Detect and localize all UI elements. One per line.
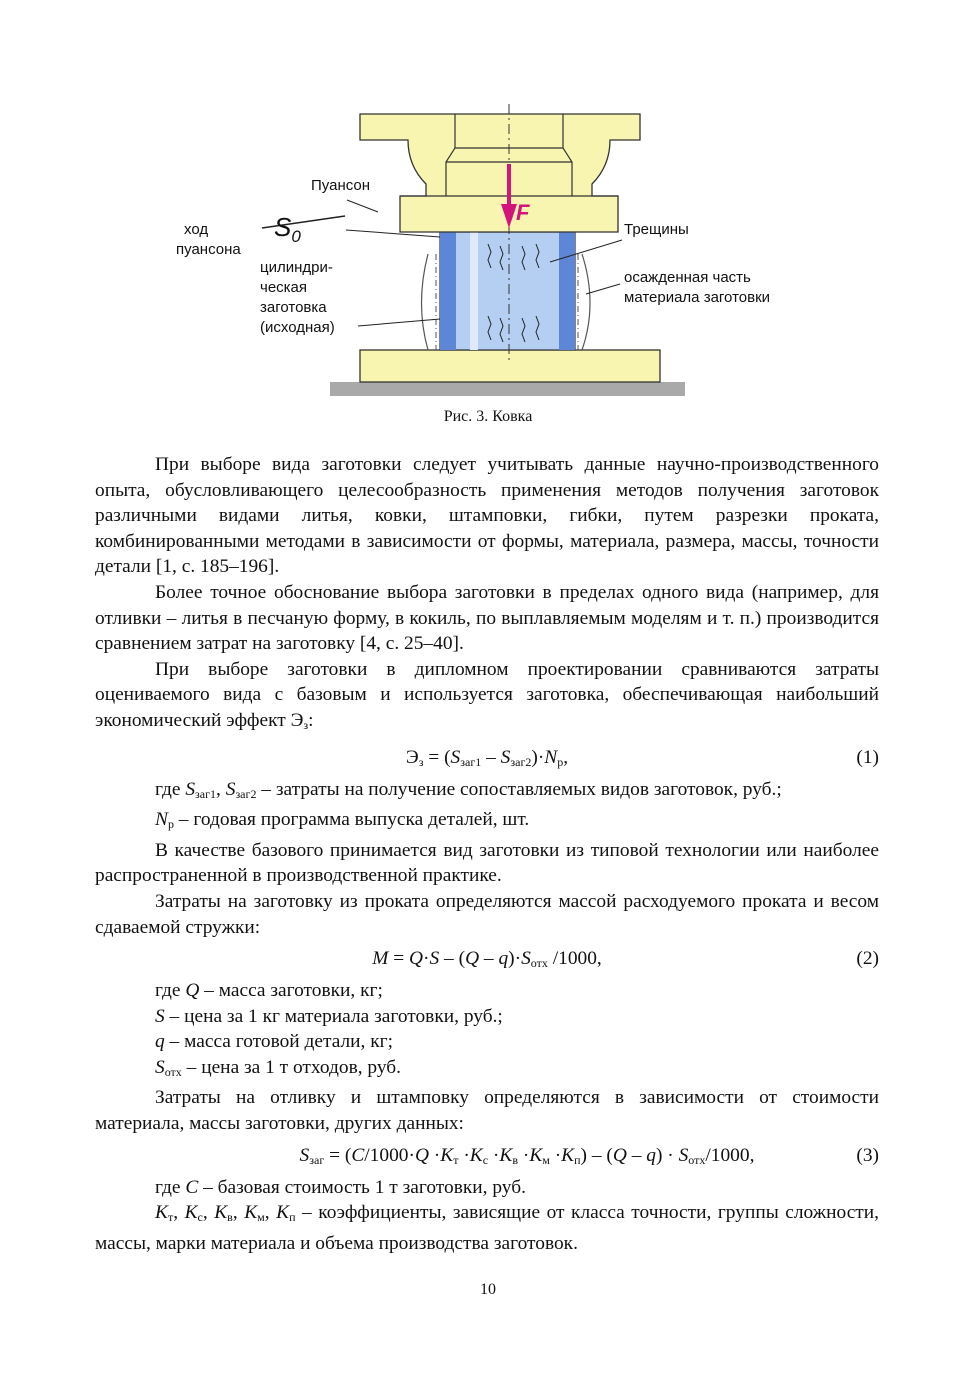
leader-punch — [347, 200, 378, 212]
paragraph-5: Затраты на заготовку из проката определяются массой расходуемого проката и весом сдаваемой стружки: — [95, 890, 879, 938]
label-punch: Пуансон — [311, 177, 371, 194]
anvil — [360, 350, 660, 382]
formula-2-expression: $M = Q\cdot S - (Q - q)\cdot S_{отх}$ /1000, — [372, 948, 602, 971]
label-blank-1: цилиндри- — [260, 259, 333, 276]
paragraph-3-end: : — [308, 709, 314, 731]
leader-upset — [586, 284, 620, 294]
where1-line1-post: – затраты на получение сопоставляемых видов заготовок, руб.; — [256, 778, 782, 800]
bulge-right — [582, 254, 590, 350]
formula-1 — [95, 745, 879, 771]
where2-s-otx: $S_{отх}$ – цена за 1 т отходов, руб. — [155, 1056, 402, 1079]
label-upset-1: осажденная часть — [624, 269, 751, 286]
label-force: F — [516, 200, 530, 225]
label-stroke-1: ход — [184, 221, 209, 238]
paragraph-3-text: При выборе заготовки в дипломном проектировании сравниваются затраты оцениваемого вида с базовым и используется заготовка, обеспечивающая наибольший экономический эффект Э — [95, 658, 879, 731]
formula-2-number: (2) — [856, 948, 879, 970]
paragraph-1: При выборе вида заготовки следует учитывать данные научно-производственного опыта, обусловливающего целесообразность применения методов получения заготовок различными видами литья, ковки, штамповки, гибки, путем разрезки проката, комбинированными методами в зависимости от формы, материала, размера, массы, точности детали [1, с. 185–196]. — [95, 454, 879, 578]
page-number: 10 — [480, 1281, 496, 1298]
body-text — [95, 452, 879, 1256]
where2-s-text: – цена за 1 кг материала заготовки, руб.; — [164, 1005, 503, 1027]
where1-line1: где $S_{заг1}$, $S_{заг2}$ – затраты на получение сопоставляемых видов заготовок, руб.; — [155, 778, 782, 801]
blank — [440, 232, 575, 350]
formula-3 — [95, 1143, 879, 1169]
blank-edge-left — [440, 232, 456, 350]
where2-q-big-text: – масса заготовки, кг; — [199, 980, 383, 1002]
label-stroke-2: пуансона — [176, 241, 241, 258]
where2-s-otx-text: – цена за 1 т отходов, руб. — [181, 1056, 402, 1078]
blank-edge-right — [559, 232, 575, 350]
where1-line2-post: – годовая программа выпуска деталей, шт. — [173, 809, 530, 831]
where2-q-small: q – масса готовой детали, кг; — [155, 1031, 393, 1053]
punch — [360, 114, 640, 232]
label-s0-main: S — [274, 212, 292, 242]
figure-caption: Рис. 3. Ковка — [443, 408, 533, 425]
paragraph-6: Затраты на отливку и штамповку определяются в зависимости от стоимости материала, массы заготовки, других данных: — [95, 1087, 879, 1135]
where2-q-big: где Q – масса заготовки, кг; — [155, 980, 383, 1002]
where3-k: $K_т$, $K_с$, $K_в$, $K_м$, $K_п$ – коэффициенты, зависящие от класса точности, группы сложности, массы, марки материала и объема производства заготовок. — [95, 1202, 879, 1254]
paragraph-2: Более точное обоснование выбора заготовки в пределах одного вида (например, для отливки – литья в песчаную форму, в кокиль, по выплавляемым моделям и т. п.) производится сравнением затрат на заготовку [4, с. 25–40]. — [95, 581, 879, 655]
where1-line1-pre: где — [155, 778, 186, 800]
forging-diagram — [170, 104, 810, 404]
where1-line2: $N_р$ – годовая программа выпуска деталей, шт. — [155, 809, 530, 832]
forging-figure — [170, 104, 810, 404]
bulge-left — [422, 254, 429, 350]
blank-highlight — [470, 232, 478, 350]
floor — [330, 382, 685, 396]
where3-k-text: – коэффициенты, зависящие от класса точности, группы сложности, массы, марки материала и объема производства заготовок. — [95, 1202, 879, 1254]
label-blank-2: ческая — [260, 279, 308, 296]
paragraph-3-sub: з — [303, 717, 309, 732]
where2-s: S – цена за 1 кг материала заготовки, руб.; — [155, 1005, 503, 1027]
paragraph-4: В качестве базового принимается вид заготовки из типовой технологии или наиболее распространенной в производственной практике. — [95, 839, 879, 887]
label-cracks: Трещины — [624, 221, 689, 238]
formula-1-expression: $Э_з = (S_{заг1} - S_{заг2})\cdot N_р$, — [405, 746, 569, 769]
paragraph-3 — [95, 657, 879, 739]
label-s0 — [274, 212, 301, 246]
where2-q-small-text: – масса готовой детали, кг; — [164, 1031, 393, 1053]
formula-1-number: (1) — [856, 746, 879, 768]
formula-3-number: (3) — [856, 1144, 879, 1166]
formula-3-expression: $S_{заг} = (C/1000\cdot Q \cdot K_т \cdot K_с \cdot K_в \cdot K_м \cdot K_п) - (Q - q) \cdot S_{отх}/1000$, — [299, 1144, 755, 1167]
label-upset-2: материала заготовки — [624, 289, 771, 306]
where3-c: где C – базовая стоимость 1 т заготовки, руб. — [155, 1176, 526, 1198]
label-blank-4: (исходная) — [260, 319, 335, 336]
label-s0-sub: 0 — [291, 227, 301, 246]
where3-c-text: – базовая стоимость 1 т заготовки, руб. — [198, 1176, 526, 1198]
formula-2 — [95, 946, 879, 972]
leader-blank — [358, 319, 440, 326]
label-blank-3: заготовка — [260, 299, 327, 316]
